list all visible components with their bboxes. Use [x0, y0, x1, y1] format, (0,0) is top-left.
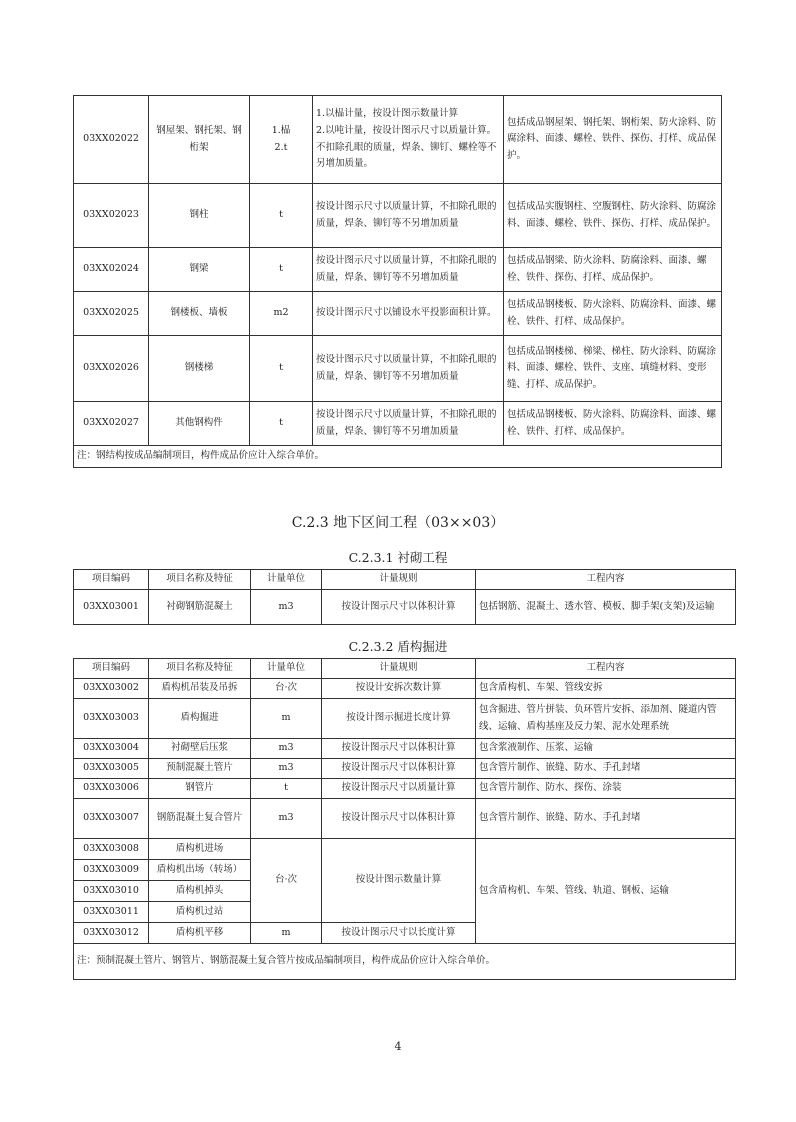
- cell-name: 盾构机掉头: [149, 881, 251, 902]
- cell-code: 03XX02025: [74, 292, 149, 336]
- cell-code: 03XX03008: [74, 839, 149, 860]
- cell-content: 包括成品钢梁、防火涂料、防腐涂料、面漆、螺栓、铁件、探伤、打样、成品保护。: [504, 248, 722, 292]
- cell-code: 03XX03009: [74, 860, 149, 881]
- cell-content: 包含掘进、管片拼装、负环管片安拆、添加剂、隧道内管线、运输、盾构基座及反力架、泥水处理系统: [476, 699, 736, 739]
- header-name: 项目名称及特征: [149, 570, 251, 590]
- cell-unit: t: [250, 184, 313, 248]
- subsection-title-lining: C.2.3.1 衬砌工程: [348, 550, 448, 565]
- shield-tunneling-table: [73, 658, 736, 980]
- cell-rule: 按设计图示尺寸以质量计算，不扣除孔眼的质量，焊条、铆钉等不另增加质量: [313, 336, 504, 402]
- cell-rule-merged: 按设计图示数量计算: [322, 839, 476, 923]
- cell-code: 03XX03001: [74, 590, 149, 625]
- cell-unit: t: [250, 248, 313, 292]
- cell-rule: 1.以榀计量，按设计图示数量计算 2.以吨计量，按设计图示尺寸以质量计算。不扣除孔眼的质量，焊条、铆钉、螺栓等不另增加质量。: [313, 96, 504, 184]
- cell-code: 03XX03011: [74, 902, 149, 923]
- cell-name: 盾构机吊装及吊拆: [149, 679, 251, 699]
- cell-name: 钢梁: [149, 248, 250, 292]
- section-title: C.2.3 地下区间工程（03××03）: [291, 515, 505, 531]
- header-unit: 计量单位: [251, 570, 322, 590]
- cell-content: 包括成品钢楼板、防火涂料、防腐涂料、面漆、螺栓、铁件、打样、成品保护。: [504, 292, 722, 336]
- table-row: [74, 336, 722, 402]
- header-code: 项目编码: [74, 659, 149, 679]
- cell-code: 03XX03005: [74, 759, 149, 779]
- table-row: [74, 590, 736, 625]
- cell-name: 钢屋架、钢托架、钢桁架: [149, 96, 250, 184]
- cell-rule: 按设计图示尺寸以铺设水平投影面积计算。: [313, 292, 504, 336]
- cell-code: 03XX03010: [74, 881, 149, 902]
- header-unit: 计量单位: [251, 659, 322, 679]
- cell-content: 包含管片制作、防水、探伤、涂装: [476, 779, 736, 799]
- header-content: 工程内容: [476, 659, 736, 679]
- cell-unit-merged: 台·次: [251, 839, 322, 923]
- cell-rule: 按设计图示尺寸以体积计算: [322, 759, 476, 779]
- cell-content: 包含浆液制作、压浆、运输: [476, 739, 736, 759]
- table-note-row: [74, 944, 736, 980]
- subsection-title-shield: C.2.3.2 盾构掘进: [348, 639, 448, 654]
- cell-name: 钢管片: [149, 779, 251, 799]
- cell-code: 03XX03003: [74, 699, 149, 739]
- header-code: 项目编码: [74, 570, 149, 590]
- cell-name: 盾构机平移: [149, 923, 251, 944]
- table-row: [74, 248, 722, 292]
- cell-name: 盾构掘进: [149, 699, 251, 739]
- cell-unit: m3: [251, 799, 322, 839]
- cell-unit: m3: [251, 739, 322, 759]
- cell-name: 盾构机出场（转场）: [149, 860, 251, 881]
- header-content: 工程内容: [476, 570, 736, 590]
- cell-unit: m: [251, 699, 322, 739]
- cell-name: 钢筋混凝土复合管片: [149, 799, 251, 839]
- cell-rule: 按设计图示尺寸以质量计算，不扣除孔眼的质量，焊条、铆钉等不另增加质量: [313, 402, 504, 446]
- cell-content: 包括钢筋、混凝土、透水管、模板、脚手架(支架)及运输: [476, 590, 736, 625]
- cell-name: 钢柱: [149, 184, 250, 248]
- header-name: 项目名称及特征: [149, 659, 251, 679]
- cell-rule: 按设计安拆次数计算: [322, 679, 476, 699]
- cell-code: 03XX03007: [74, 799, 149, 839]
- page-number: 4: [394, 1040, 402, 1053]
- cell-rule: 按设计图示尺寸以体积计算: [322, 590, 476, 625]
- cell-content-merged: 包含盾构机、车架、管线、轨道、钢板、运输: [476, 839, 736, 944]
- table-note-row: [74, 446, 722, 468]
- cell-code: 03XX02027: [74, 402, 149, 446]
- table-note: 注：预制混凝土管片、钢管片、钢筋混凝土复合管片按成品编制项目，构件成品价应计入综合单价。: [74, 944, 736, 980]
- cell-unit: t: [251, 779, 322, 799]
- table-note: 注：钢结构按成品编制项目，构件成品价应计入综合单价。: [74, 446, 722, 468]
- cell-code: 03XX03012: [74, 923, 149, 944]
- cell-unit: m2: [250, 292, 313, 336]
- cell-name: 衬砌壁后压浆: [149, 739, 251, 759]
- cell-unit: t: [250, 402, 313, 446]
- cell-rule: 按设计图示尺寸以质量计算，不扣除孔眼的质量，焊条、铆钉等不另增加质量: [313, 184, 504, 248]
- cell-content: 包含管片制作、嵌缝、防水、手孔封堵: [476, 759, 736, 779]
- cell-rule: 按设计图示尺寸以体积计算: [322, 739, 476, 759]
- cell-name: 钢楼梯: [149, 336, 250, 402]
- cell-name: 盾构机过站: [149, 902, 251, 923]
- cell-rule: 按设计图示尺寸以体积计算: [322, 799, 476, 839]
- cell-rule: 按设计图示尺寸以长度计算: [322, 923, 476, 944]
- cell-code: 03XX02024: [74, 248, 149, 292]
- cell-name: 衬砌钢筋混凝土: [149, 590, 251, 625]
- cell-content: 包括成品钢屋架、钢托架、钢桁架、防火涂料、防腐涂料、面漆、螺栓、铁件、探伤、打样、成品保护。: [504, 96, 722, 184]
- cell-name: 其他钢构件: [149, 402, 250, 446]
- cell-unit: m3: [251, 759, 322, 779]
- cell-name: 钢楼板、墙板: [149, 292, 250, 336]
- cell-unit: t: [250, 336, 313, 402]
- cell-name: 盾构机进场: [149, 839, 251, 860]
- cell-unit: m3: [251, 590, 322, 625]
- cell-content: 包括成品实腹钢柱、空腹钢柱、防火涂料、防腐涂料、面漆、螺栓、铁件、探伤、打样、成品保护。: [504, 184, 722, 248]
- cell-code: 03XX03006: [74, 779, 149, 799]
- table-row: [74, 699, 736, 739]
- cell-name: 预制混凝土管片: [149, 759, 251, 779]
- cell-code: 03XX02026: [74, 336, 149, 402]
- cell-content: 包含管片制作、嵌缝、防水、手孔封堵: [476, 799, 736, 839]
- table-row: [74, 779, 736, 799]
- table-row: [74, 799, 736, 839]
- table-row: [74, 96, 722, 184]
- lining-table: [73, 569, 736, 625]
- cell-unit: 1.榀 2.t: [250, 96, 313, 184]
- cell-rule: 按设计图示尺寸以质量计算，不扣除孔眼的质量，焊条、铆钉等不另增加质量: [313, 248, 504, 292]
- table-row: [74, 739, 736, 759]
- cell-content: 包含盾构机、车架、管线安拆: [476, 679, 736, 699]
- table-row: [74, 292, 722, 336]
- cell-content: 包括成品钢楼梯、梯梁、梯柱、防火涂料、防腐涂料、面漆、螺栓、铁件、支座、填缝材料、变形缝、打样、成品保护。: [504, 336, 722, 402]
- cell-rule: 按设计图示尺寸以质量计算: [322, 779, 476, 799]
- cell-code: 03XX03004: [74, 739, 149, 759]
- cell-unit: m: [251, 923, 322, 944]
- table-row: [74, 759, 736, 779]
- cell-rule: 按设计图示掘进长度计算: [322, 699, 476, 739]
- cell-code: 03XX02022: [74, 96, 149, 184]
- table-row: [74, 679, 736, 699]
- table-header-row: [74, 659, 736, 679]
- table-row: [74, 184, 722, 248]
- table-row: [74, 402, 722, 446]
- table-row: [74, 839, 736, 860]
- cell-code: 03XX03002: [74, 679, 149, 699]
- header-rule: 计量规则: [322, 659, 476, 679]
- table-header-row: [74, 570, 736, 590]
- cell-content: 包括成品钢楼板、防火涂料、防腐涂料、面漆、螺栓、铁件、打样、成品保护。: [504, 402, 722, 446]
- header-rule: 计量规则: [322, 570, 476, 590]
- steel-structure-table: [73, 95, 722, 468]
- cell-unit: 台·次: [251, 679, 322, 699]
- cell-code: 03XX02023: [74, 184, 149, 248]
